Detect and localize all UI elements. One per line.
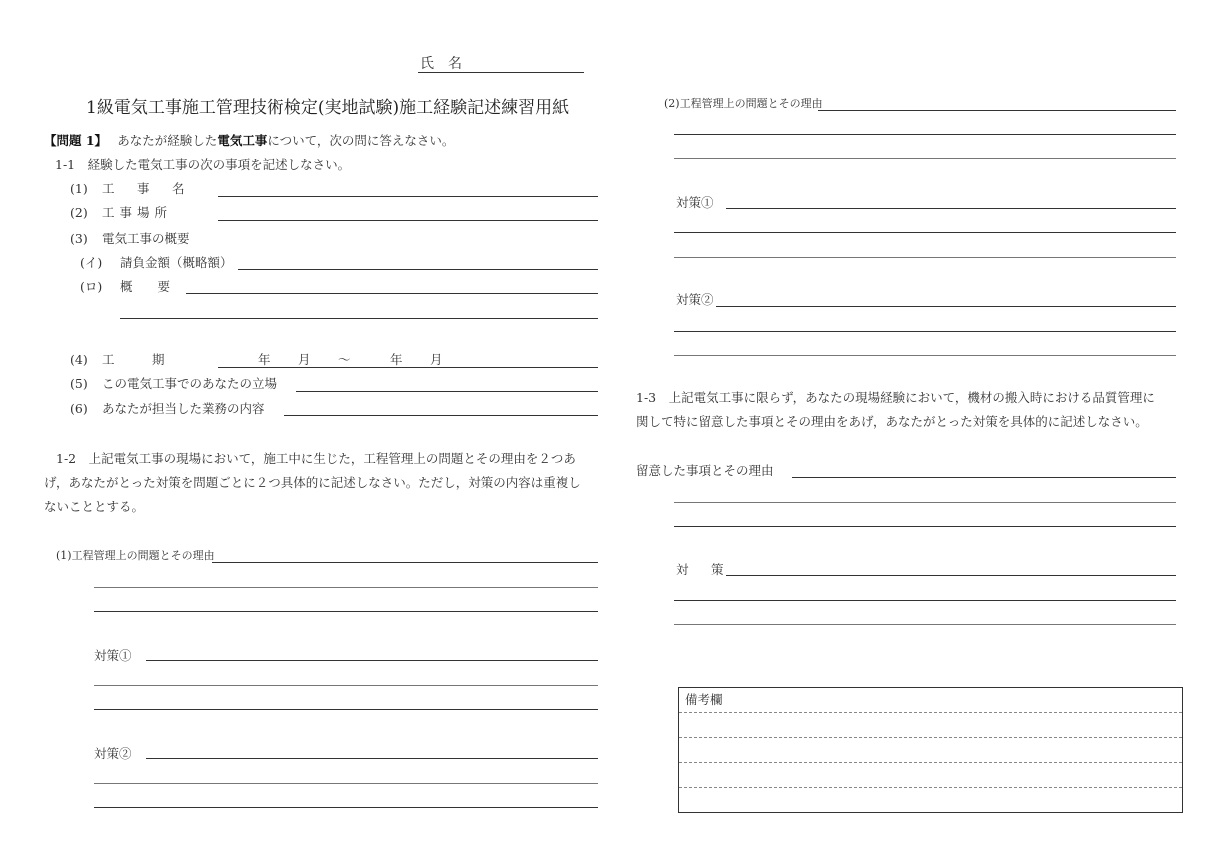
problem-2-measure-2-field[interactable] — [674, 331, 1176, 332]
section-1-2-text: げ，あなたがとった対策を問題ごとに２つ具体的に記述しなさい。ただし，対策の内容は重複し — [44, 475, 581, 490]
summary-field-line[interactable] — [186, 293, 598, 294]
item-label-position: この電気工事でのあなたの立場 — [102, 376, 278, 391]
measure-field[interactable] — [726, 575, 1176, 576]
question-tag: 【問題 1】 — [44, 133, 101, 148]
duties-field[interactable] — [284, 415, 598, 416]
name-label: 氏 名 — [420, 56, 462, 72]
point-of-attention-label: 留意した事項とその理由 — [636, 463, 774, 478]
problem-2-measure-1-field[interactable] — [726, 208, 1176, 209]
problem-2-measure-1-field[interactable] — [674, 232, 1176, 233]
measure-field[interactable] — [674, 600, 1176, 601]
problem-1-measure-2-field[interactable] — [146, 758, 598, 759]
problem-1-measure-2-field[interactable] — [94, 783, 598, 784]
remarks-line — [679, 762, 1182, 763]
period-tilde: ～ — [338, 352, 351, 367]
summary-field-line[interactable] — [120, 318, 598, 319]
section-1-2-text: ないこととする。 — [44, 499, 145, 514]
section-1-3-text: 関して特に留意した事項とその理由をあげ，あなたがとった対策を具体的に記述しなさい。 — [636, 414, 1148, 429]
item-number: (イ) — [80, 255, 103, 270]
problem-1-measure-1-field[interactable] — [146, 660, 598, 661]
item-number: (1) — [70, 181, 88, 196]
problem-1-label: (1)工程管理上の問題とその理由 — [56, 549, 215, 562]
measure-field[interactable] — [674, 624, 1176, 625]
remarks-box[interactable] — [678, 687, 1183, 813]
question-intro: 【問題 1】 あなたが経験した電気工事について，次の問に答えなさい。 — [44, 133, 455, 148]
period-field[interactable] — [218, 367, 598, 368]
problem-2-field-line[interactable] — [818, 110, 1176, 111]
remarks-line — [679, 787, 1182, 788]
item-number: (5) — [70, 376, 88, 391]
name-field[interactable] — [418, 72, 584, 73]
problem-1-measure-1-field[interactable] — [94, 685, 598, 686]
period-month: 月 — [298, 352, 311, 367]
problem-1-field-line[interactable] — [94, 587, 598, 588]
period-year: 年 — [258, 352, 271, 367]
period-year: 年 — [390, 352, 403, 367]
problem-1-field-line[interactable] — [212, 562, 598, 563]
item-label-duties: あなたが担当した業務の内容 — [102, 401, 265, 416]
item-label-project-name: 工 事 名 — [102, 181, 190, 196]
site-field[interactable] — [218, 220, 598, 221]
measure-label: 対 策 — [676, 562, 729, 577]
point-of-attention-field[interactable] — [792, 477, 1176, 478]
item-number: (2) — [70, 205, 88, 220]
project-name-field[interactable] — [218, 196, 598, 197]
item-label-site: 工事場所 — [102, 205, 173, 220]
problem-2-field-line[interactable] — [674, 158, 1176, 159]
section-1-2-text: 1-2 上記電気工事の現場において，施工中に生じた，工程管理上の問題とその理由を２つあ — [56, 451, 576, 466]
item-label-overview: 電気工事の概要 — [102, 231, 190, 246]
position-field[interactable] — [296, 391, 598, 392]
problem-1-measure-1-field[interactable] — [94, 709, 598, 710]
problem-2-field-line[interactable] — [674, 134, 1176, 135]
remarks-label: 備考欄 — [685, 692, 723, 707]
page-title: 1級電気工事施工管理技術検定(実地試験)施工経験記述練習用紙 — [86, 98, 570, 118]
item-label-summary: 概 要 — [120, 279, 171, 294]
section-1-1-heading: 1-1 経験した電気工事の次の事項を記述しなさい。 — [55, 157, 351, 172]
item-number: (4) — [70, 352, 88, 367]
problem-1-measure-1-label: 対策① — [94, 648, 132, 663]
item-label-contract-amount: 請負金額（概略額） — [120, 255, 233, 270]
item-number: (3) — [70, 231, 88, 246]
problem-1-measure-2-label: 対策② — [94, 746, 132, 761]
item-number: (ロ) — [80, 279, 103, 294]
problem-1-measure-2-field[interactable] — [94, 807, 598, 808]
point-of-attention-field[interactable] — [674, 526, 1176, 527]
problem-1-field-line[interactable] — [94, 611, 598, 612]
problem-2-measure-1-field[interactable] — [674, 257, 1176, 258]
item-label-period: 工 期 — [102, 352, 165, 367]
problem-2-measure-2-field[interactable] — [716, 306, 1176, 307]
section-1-3-text: 1-3 上記電気工事に限らず，あなたの現場経験において，機材の搬入時における品質管理に — [636, 390, 1155, 405]
problem-2-measure-2-label: 対策② — [676, 292, 714, 307]
problem-2-label: (2)工程管理上の問題とその理由 — [664, 97, 823, 110]
period-month: 月 — [430, 352, 443, 367]
problem-2-measure-2-field[interactable] — [674, 355, 1176, 356]
remarks-line — [679, 712, 1182, 713]
remarks-line — [679, 737, 1182, 738]
problem-2-measure-1-label: 対策① — [676, 195, 714, 210]
contract-amount-field[interactable] — [238, 269, 598, 270]
point-of-attention-field[interactable] — [674, 502, 1176, 503]
item-number: (6) — [70, 401, 88, 416]
